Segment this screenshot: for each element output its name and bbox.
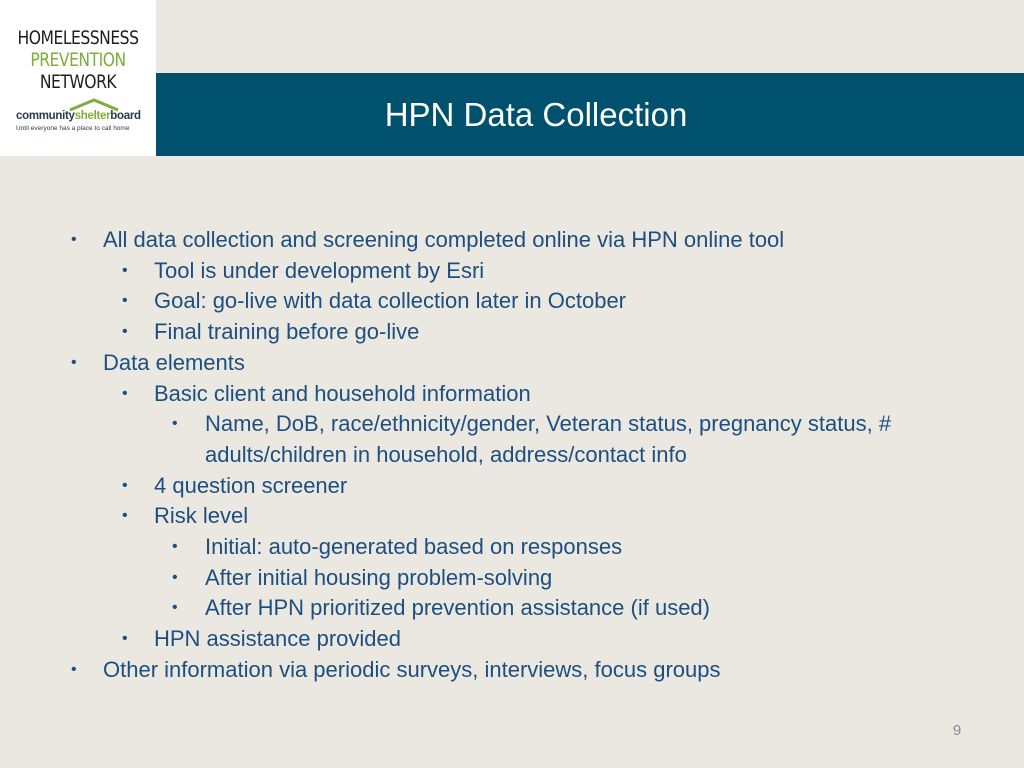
bullet-item-level-2 (122, 501, 249, 531)
bullet-text: adults/children in household, address/contact info (205, 441, 687, 467)
csb-word-board: board (110, 110, 141, 122)
csb-word-shelter: shelter (74, 110, 111, 122)
bullet-item-level-2 (122, 379, 531, 409)
bullet-dot-icon: • (122, 292, 128, 310)
bullet-item-level-1 (71, 348, 245, 378)
slide-title: HPN Data Collection (384, 95, 688, 133)
bullet-text: Tool is under development by Esri (154, 257, 485, 283)
bullet-text: Risk level (154, 503, 249, 529)
csb-tagline: Until everyone has a place to call home (16, 125, 130, 132)
bullet-dot-icon: • (172, 599, 178, 617)
csb-word-community: community (16, 110, 75, 122)
bullet-dot-icon: • (71, 660, 77, 678)
bullet-text: Final training before go-live (154, 319, 420, 345)
logo (0, 0, 156, 156)
bullet-item-level-2 (122, 256, 485, 286)
bullet-dot-icon: • (122, 261, 128, 279)
logo-line-network: NETWORK (39, 71, 117, 93)
logo-line-prevention: PREVENTION (30, 49, 126, 71)
bullet-text: Name, DoB, race/ethnicity/gender, Veteran status, pregnancy status, # (205, 411, 892, 437)
bullet-text: Goal: go-live with data collection later in October (154, 288, 627, 314)
title-bar (156, 73, 1024, 156)
bullet-text: Data elements (103, 349, 245, 375)
csb-wordmark (16, 110, 141, 122)
bullet-text: Initial: auto-generated based on responses (205, 534, 623, 559)
bullet-dot-icon: • (172, 538, 178, 555)
bullet-dot-icon: • (122, 323, 128, 341)
bullet-text: Other information via periodic surveys, interviews, focus groups (103, 656, 721, 682)
bullet-text: Basic client and household information (154, 380, 531, 406)
bullet-dot-icon: • (172, 568, 178, 586)
bullet-item-level-2 (122, 471, 348, 501)
bullet-dot-icon: • (122, 507, 128, 525)
bullet-text: HPN assistance provided (154, 626, 402, 652)
bullet-text: After initial housing problem-solving (205, 564, 553, 590)
bullet-dot-icon: • (172, 415, 178, 433)
bullet-item-level-1 (71, 655, 721, 685)
logo-line-homelessness: HOMELESSNESS (17, 27, 139, 49)
bullet-item-level-3 (172, 409, 892, 439)
bullet-dot-icon: • (122, 476, 128, 494)
bullet-text: After HPN prioritized prevention assistance (if used) (205, 595, 710, 621)
bullet-dot-icon: • (71, 353, 77, 371)
bullet-item-level-2 (122, 624, 402, 654)
bullet-text: All data collection and screening completed online via HPN online tool (103, 227, 785, 252)
bullet-item-level-3 (172, 563, 553, 593)
bullet-item-level-2 (122, 317, 420, 347)
bullet-item-level-1 (71, 225, 785, 255)
bullet-dot-icon: • (71, 231, 77, 248)
bullet-item-level-3 (172, 593, 710, 623)
bullet-text: 4 question screener (154, 472, 348, 498)
community-shelter-board-logo (14, 98, 144, 138)
bullet-item-level-2 (122, 286, 627, 316)
bullet-dot-icon: • (122, 630, 128, 648)
bullet-item-level-3 (205, 440, 687, 470)
page-number: 9 (952, 722, 962, 739)
bullet-item-level-3 (172, 532, 623, 562)
bullet-dot-icon: • (122, 384, 128, 402)
